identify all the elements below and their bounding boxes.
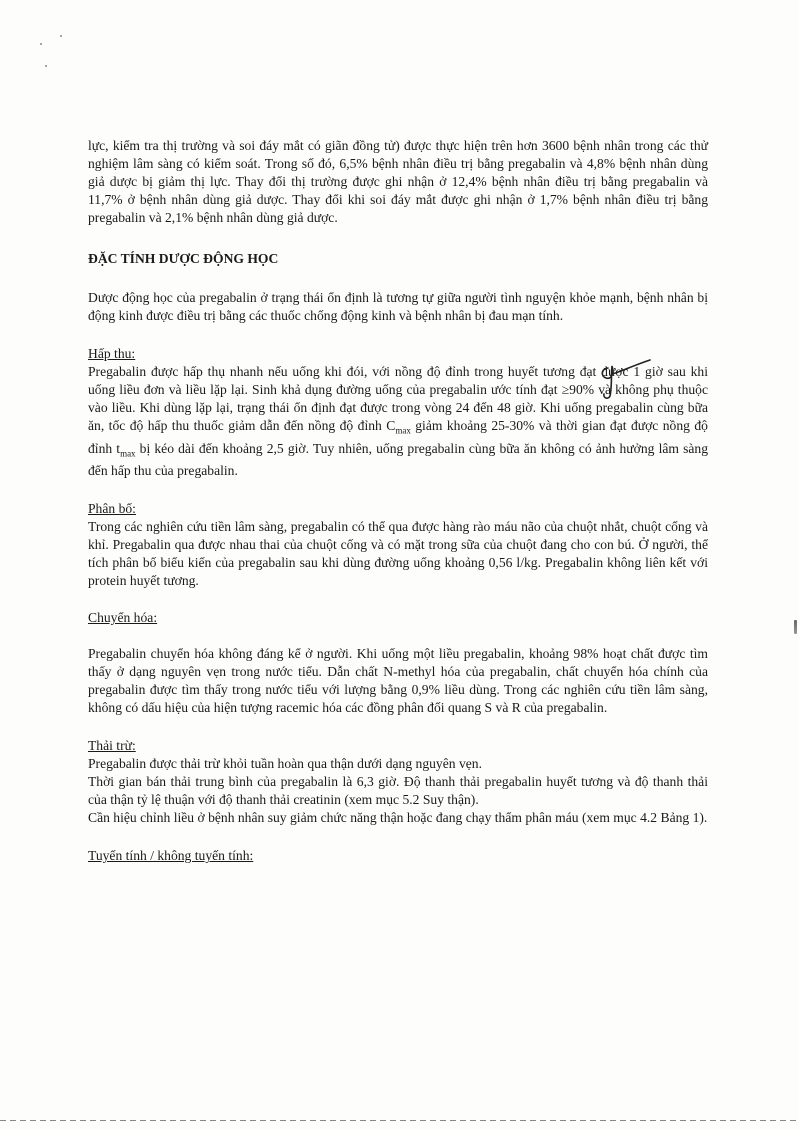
distribution-text: Trong các nghiên cứu tiền lâm sàng, pregabalin có thể qua được hàng rào máu não của chuột nhắt, chuột cống và khỉ. Pregabalin qua được nhau thai của chuột cống và có mặt trong sữa của chuột đang cho con bú. Ở người, thể tích phân bố biểu kiến của pregabalin sau khi dùng đường uống khoảng 0,56 l/kg. Pregabalin không liên kết với protein huyết tương. [88, 519, 708, 589]
absorption-text: Pregabalin được hấp thụ nhanh nếu uống khi đói, với nồng độ đỉnh trong huyết tương đạt được 1 giờ sau khi uống liều đơn và liều lặp lại. Sinh khả dụng đường uống của pregabalin ước tính đạt ≥90% và không phụ thuộc vào liều. Khi dùng lặp lại, trạng thái ổn định đạt được trong vòng 24 đến 48 giờ. Khi uống pregabalin cùng bữa ăn, tốc độ hấp thu thuốc giảm dẫn đến nồng độ đỉnh $C_{max}$ giảm khoảng 25-30% và thời gian đạt được nồng độ đỉnh $t_{max}$ bị kéo dài đến khoảng 2,5 giờ. Tuy nhiên, uống pregabalin cùng bữa ăn không có ảnh hưởng lâm sàng đến hấp thu của pregabalin. [88, 364, 708, 479]
scan-speck [45, 65, 47, 67]
scan-speck [60, 35, 62, 37]
intro-paragraph: lực, kiểm tra thị trường và soi đáy mắt có giãn đồng tử) được thực hiện trên hơn 3600 bệnh nhân trong các thử nghiệm lâm sàng có kiểm soát. Trong số đó, 6,5% bệnh nhân điều trị bằng pregabalin và 4,8% bệnh nhân dùng giả dược bị giảm thị lực. Thay đổi thị trường được ghi nhận ở 12,4% bệnh nhân điều trị bằng pregabalin và 11,7% ở bệnh nhân dùng giả dược. Thay đổi khi soi đáy mắt được ghi nhận ở 1,7% bệnh nhân điều trị bằng pregabalin và 2,1% bệnh nhân dùng giả dược. [88, 138, 708, 225]
scan-edge-mark [794, 620, 797, 634]
page-bottom-edge [0, 1120, 799, 1121]
handwritten-initial [598, 356, 658, 402]
elimination-line-1: Pregabalin được thải trừ khỏi tuần hoàn qua thận dưới dạng nguyên vẹn. [88, 756, 482, 772]
section-intro: Dược động học của pregabalin ở trạng thái ổn định là tương tự giữa người tình nguyện khỏe mạnh, bệnh nhân bị động kinh được điều trị bằng các thuốc chống động kinh và bệnh nhân bị đau mạn tính. [88, 290, 708, 323]
elimination-line-2: Thời gian bán thải trung bình của pregabalin là 6,3 giờ. Độ thanh thải pregabalin huyết tương và độ thanh thải của thận tỷ lệ thuận với độ thanh thải creatinin (xem mục 5.2 Suy thận). [88, 774, 708, 808]
metabolism-title: Chuyển hóa: [88, 610, 158, 626]
document-page [88, 137, 708, 865]
linearity-title: Tuyến tính / không tuyến tính: [88, 848, 254, 864]
absorption-title: Hấp thu: [88, 346, 136, 361]
elimination-line-3: Cần hiệu chỉnh liều ở bệnh nhân suy giảm chức năng thận hoặc đang chạy thẩm phân máu (xem mục 4.2 Bảng 1). [88, 810, 708, 826]
elimination-title: Thải trừ: [88, 738, 136, 754]
distribution-title: Phân bố: [88, 501, 136, 517]
metabolism-text: Pregabalin chuyển hóa không đáng kể ở người. Khi uống một liều pregabalin, khoảng 98% hoạt chất được tìm thấy ở dạng nguyên vẹn trong nước tiểu. Dẫn chất N-methyl hóa của pregabalin, chất chuyển hóa chính của pregabalin được tìm thấy trong nước tiểu với lượng bằng 0,9% liều dùng. Trong các nghiên cứu tiền lâm sàng, không có dấu hiệu của hiện tượng racemic hóa các đồng phân đối quang S và R của pregabalin. [88, 646, 708, 716]
section-heading: ĐẶC TÍNH DƯỢC ĐỘNG HỌC [88, 251, 279, 266]
scan-speck [40, 43, 42, 45]
